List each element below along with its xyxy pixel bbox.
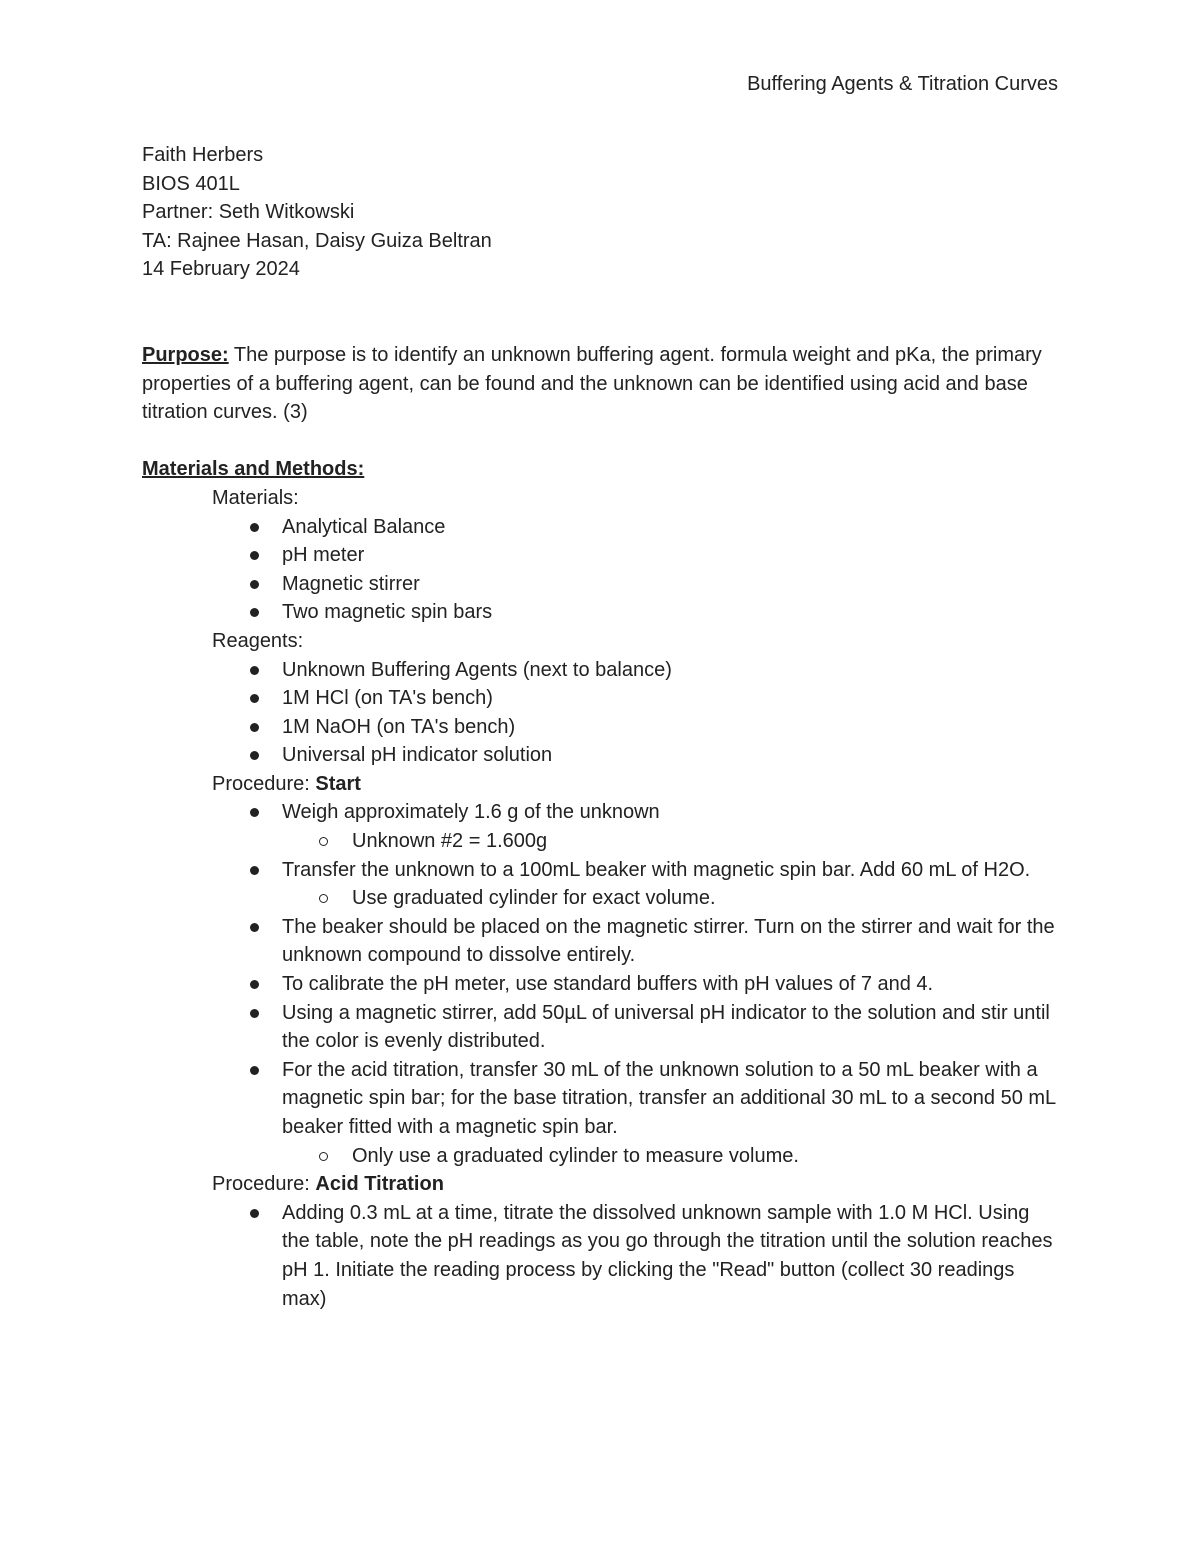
purpose-paragraph bbox=[142, 341, 1060, 427]
list-item: 1M NaOH (on TA's bench) bbox=[282, 713, 1060, 742]
procedure-acid-label: Acid Titration bbox=[315, 1173, 444, 1196]
methods-heading: Materials and Methods: bbox=[142, 458, 365, 481]
materials-label: Materials: bbox=[212, 486, 299, 509]
list-item: Analytical Balance bbox=[282, 513, 1060, 542]
procedure-start-label: Start bbox=[315, 772, 361, 795]
date-line: 14 February 2024 bbox=[142, 258, 300, 281]
list-item: Two magnetic spin bars bbox=[282, 598, 1060, 627]
list-item: 1M HCl (on TA's bench) bbox=[282, 684, 1060, 713]
sub-list-item: Unknown #2 = 1.600g bbox=[352, 827, 1060, 856]
document-body bbox=[142, 141, 1060, 1313]
procedure-start-heading: Procedure: Start bbox=[212, 772, 361, 795]
purpose-label: Purpose: bbox=[142, 343, 229, 366]
start-steps-list bbox=[142, 798, 1060, 1170]
list-item: To calibrate the pH meter, use standard buffers with pH values of 7 and 4. bbox=[282, 970, 1060, 999]
reagents-list bbox=[142, 656, 1060, 770]
author-name: Faith Herbers bbox=[142, 144, 264, 166]
list-item: Adding 0.3 mL at a time, titrate the dissolved unknown sample with 1.0 M HCl. Using the table, note the pH readings as you go through the titration until the solution reaches pH 1. Initiate the reading process by clicking the "Read" button (collect 30 readings max) bbox=[282, 1199, 1060, 1313]
sub-list-item: Use graduated cylinder for exact volume. bbox=[352, 884, 1060, 913]
list-item: Weigh approximately 1.6 g of the unknown Unknown #2 = 1.600g bbox=[282, 798, 1060, 855]
sub-list-item: Only use a graduated cylinder to measure volume. bbox=[352, 1142, 1060, 1171]
list-item: Unknown Buffering Agents (next to balance) bbox=[282, 656, 1060, 685]
materials-list bbox=[142, 513, 1060, 627]
procedure-acid-heading: Procedure: Acid Titration bbox=[212, 1173, 444, 1196]
list-item: Using a magnetic stirrer, add 50µL of universal pH indicator to the solution and stir until the color is evenly distributed. bbox=[282, 999, 1060, 1056]
purpose-text: The purpose is to identify an unknown buffering agent. formula weight and pKa, the primary properties of a buffering agent, can be found and the unknown can be identified using acid and base titration curves. (3) bbox=[142, 343, 1042, 424]
course-code: BIOS 401L bbox=[142, 172, 240, 195]
list-item: Universal pH indicator solution bbox=[282, 741, 1060, 770]
list-item: Magnetic stirrer bbox=[282, 570, 1060, 599]
partner-line: Partner: Seth Witkowski bbox=[142, 201, 355, 224]
list-item: For the acid titration, transfer 30 mL of the unknown solution to a 50 mL beaker with a magnetic spin bar; for the base titration, transfer an additional 30 mL to a second 50 mL beaker fitted with a magnetic spin bar. Only use a graduated cylinder to measure volume. bbox=[282, 1056, 1060, 1170]
sub-list bbox=[282, 827, 1060, 856]
list-item: The beaker should be placed on the magnetic stirrer. Turn on the stirrer and wait for the unknown compound to dissolve entirely. bbox=[282, 913, 1060, 970]
ta-line: TA: Rajnee Hasan, Daisy Guiza Beltran bbox=[142, 229, 492, 252]
sub-list bbox=[282, 1142, 1060, 1171]
reagents-label: Reagents: bbox=[212, 629, 304, 652]
list-item: pH meter bbox=[282, 541, 1060, 570]
list-item: Transfer the unknown to a 100mL beaker with magnetic spin bar. Add 60 mL of H2O. Use graduated cylinder for exact volume. bbox=[282, 856, 1060, 913]
running-header: Buffering Agents & Titration Curves bbox=[747, 73, 1058, 95]
sub-list bbox=[282, 884, 1060, 913]
acid-steps-list bbox=[142, 1199, 1060, 1313]
